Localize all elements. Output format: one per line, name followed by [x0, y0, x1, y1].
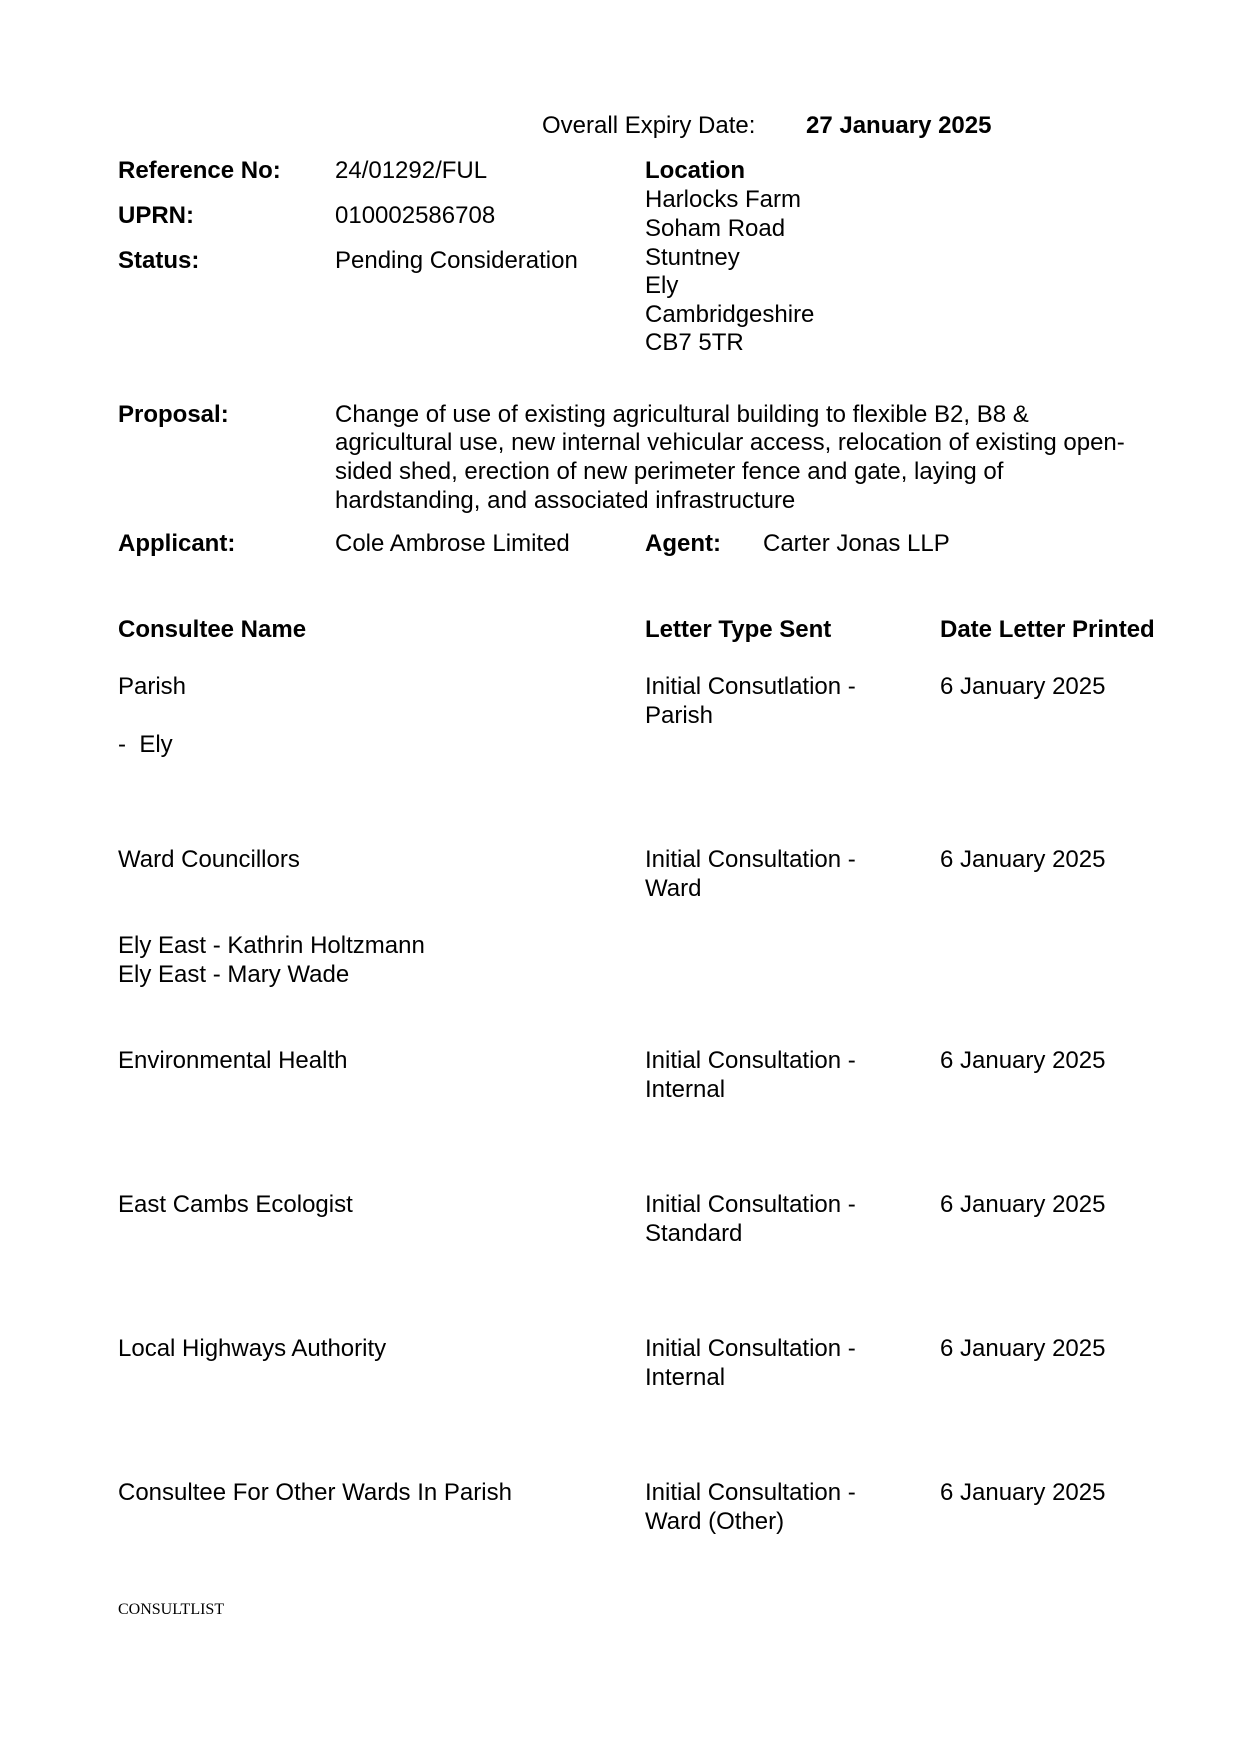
consultee-sub: Ely East - Mary Wade — [118, 961, 350, 988]
status-value: Pending Consideration — [335, 247, 578, 274]
uprn-label: UPRN: — [118, 202, 194, 229]
letter-type: Parish — [645, 702, 714, 729]
header-consultee-name: Consultee Name — [118, 616, 307, 643]
location-line: Ely — [645, 272, 679, 299]
letter-type: Internal — [645, 1364, 726, 1391]
location-label: Location — [645, 157, 745, 184]
proposal-line: sided shed, erection of new perimeter fence and gate, laying of — [335, 458, 1004, 485]
applicant-label: Applicant: — [118, 530, 236, 557]
uprn-value: 010002586708 — [335, 202, 496, 229]
letter-type: Ward (Other) — [645, 1508, 785, 1535]
location-line: Harlocks Farm — [645, 186, 802, 213]
reference-value: 24/01292/FUL — [335, 157, 488, 184]
letter-type: Standard — [645, 1220, 743, 1247]
date-printed: 6 January 2025 — [940, 1047, 1106, 1074]
location-line: CB7 5TR — [645, 329, 744, 356]
consultee-name: Ward Councillors — [118, 846, 300, 873]
date-printed: 6 January 2025 — [940, 1479, 1106, 1506]
expiry-date: 27 January 2025 — [806, 112, 992, 139]
date-printed: 6 January 2025 — [940, 1191, 1106, 1218]
location-line: Soham Road — [645, 215, 786, 242]
consultee-name: Parish — [118, 673, 187, 700]
header-letter-type: Letter Type Sent — [645, 616, 832, 643]
proposal-label: Proposal: — [118, 401, 229, 428]
agent-label: Agent: — [645, 530, 721, 557]
status-label: Status: — [118, 247, 200, 274]
letter-type: Initial Consultation - — [645, 1047, 856, 1074]
letter-type: Initial Consultation - — [645, 846, 856, 873]
letter-type: Initial Consultation - — [645, 1191, 856, 1218]
reference-label: Reference No: — [118, 157, 281, 184]
location-line: Cambridgeshire — [645, 301, 815, 328]
letter-type: Internal — [645, 1076, 726, 1103]
proposal-line: hardstanding, and associated infrastructure — [335, 487, 796, 514]
consultee-name: Environmental Health — [118, 1047, 348, 1074]
letter-type: Initial Consultation - — [645, 1479, 856, 1506]
consultee-sub: Ely East - Kathrin Holtzmann — [118, 932, 425, 959]
applicant-value: Cole Ambrose Limited — [335, 530, 570, 557]
consultee-name: Local Highways Authority — [118, 1335, 387, 1362]
header-date-printed: Date Letter Printed — [940, 616, 1155, 643]
letter-type: Ward — [645, 875, 702, 902]
letter-type: Initial Consultation - — [645, 1335, 856, 1362]
date-printed: 6 January 2025 — [940, 673, 1106, 700]
letter-type: Initial Consutlation - — [645, 673, 856, 700]
date-printed: 6 January 2025 — [940, 1335, 1106, 1362]
expiry-label: Overall Expiry Date: — [542, 112, 756, 139]
proposal-line: Change of use of existing agricultural building to flexible B2, B8 & — [335, 401, 1029, 428]
footer-code: CONSULTLIST — [118, 1601, 225, 1618]
agent-value: Carter Jonas LLP — [763, 530, 950, 557]
consultee-name: Consultee For Other Wards In Parish — [118, 1479, 512, 1506]
date-printed: 6 January 2025 — [940, 846, 1106, 873]
consultee-sub: - Ely — [118, 731, 173, 758]
location-line: Stuntney — [645, 244, 740, 271]
proposal-line: agricultural use, new internal vehicular access, relocation of existing open- — [335, 429, 1125, 456]
consultee-name: East Cambs Ecologist — [118, 1191, 353, 1218]
